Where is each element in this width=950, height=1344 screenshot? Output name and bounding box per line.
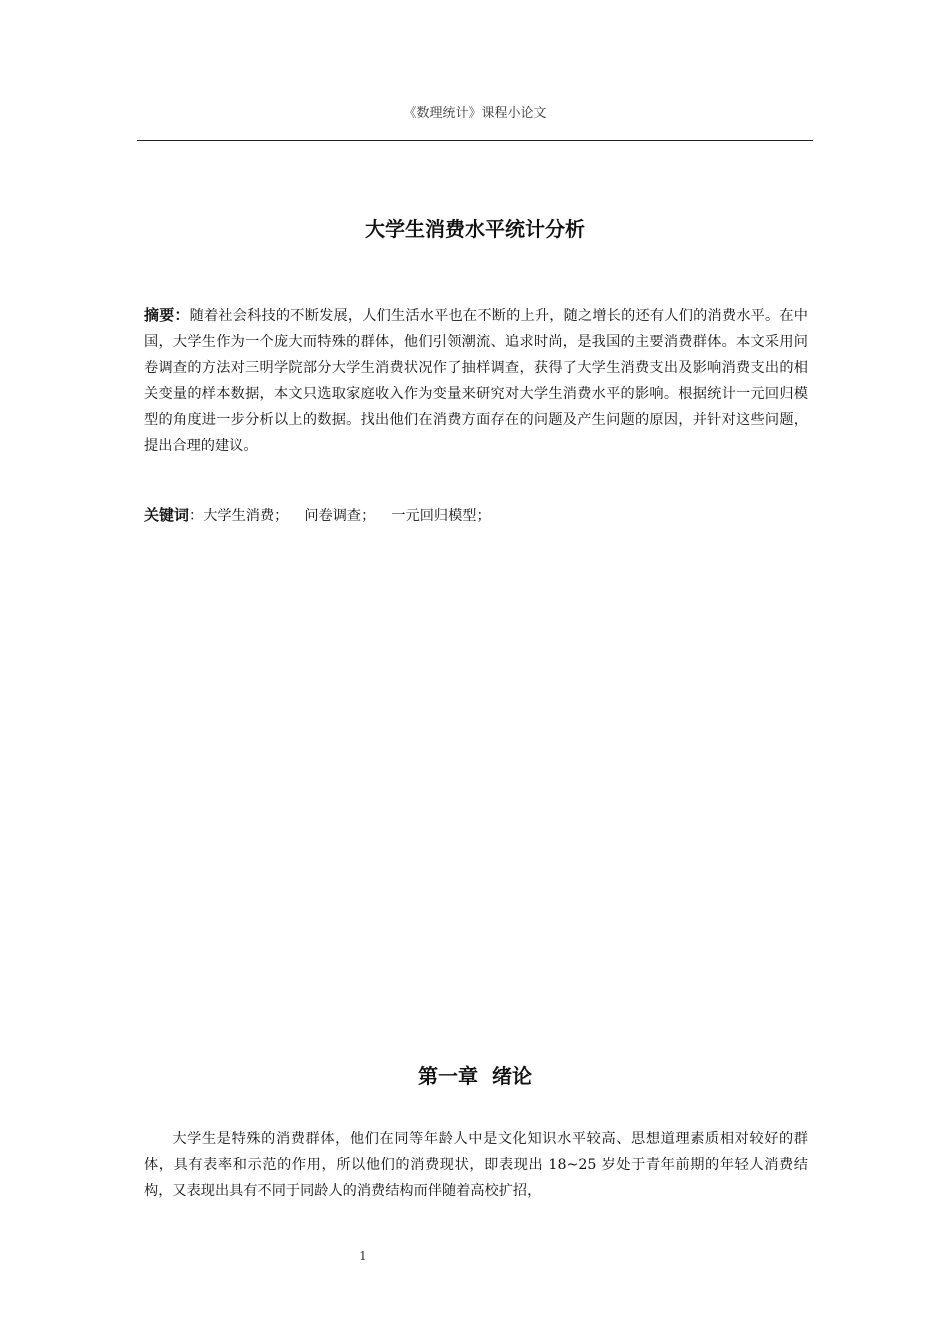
keywords-label: 关键词 [144,506,190,524]
abstract-text: 随着社会科技的不断发展，人们生活水平也在不断的上升，随之增长的还有人们的消费水平。在中国，大学生作为一个庞大而特殊的群体，他们引领潮流、追求时尚，是我国的主要消费群体。本文采用问卷调查的方法对三明学院部分大学生消费状况作了抽样调查，获得了大学生消费支出及影响消费支出的相关变量的样本数据，本文只选取家庭收入作为变量来研究对大学生消费水平的影响。根据统计一元回归模型的角度进一步分析以上的数据。找出他们在消费方面存在的问题及产生问题的原因，并针对这些问题，提出合理的建议。 [144,308,808,454]
keyword-item: 问卷调查； [304,508,376,524]
keyword-item: 一元回归模型； [391,508,491,524]
body-paragraph: 大学生是特殊的消费群体，他们在同等年龄人中是文化知识水平较高、思想道理素质相对较好的群体，具有表率和示范的作用，所以他们的消费现状，即表现出 18~25 岁处于青年前期的年轻人消费结构，又表现出具有不同于同龄人的消费结构而伴随着高校扩招， [144,1131,808,1199]
keywords-separator: ： [189,508,204,524]
paper-title: 大学生消费水平统计分析 [365,217,585,241]
header-divider [137,140,813,141]
page-number: 1 [359,1249,367,1263]
chapter-title: 第一章 绪论 [418,1064,532,1088]
abstract-label: 摘要： [144,306,190,324]
keyword-item: 大学生消费； [203,508,289,524]
running-header: 《数理统计》课程小论文 [403,106,547,121]
keywords [144,502,808,529]
abstract [144,302,808,459]
